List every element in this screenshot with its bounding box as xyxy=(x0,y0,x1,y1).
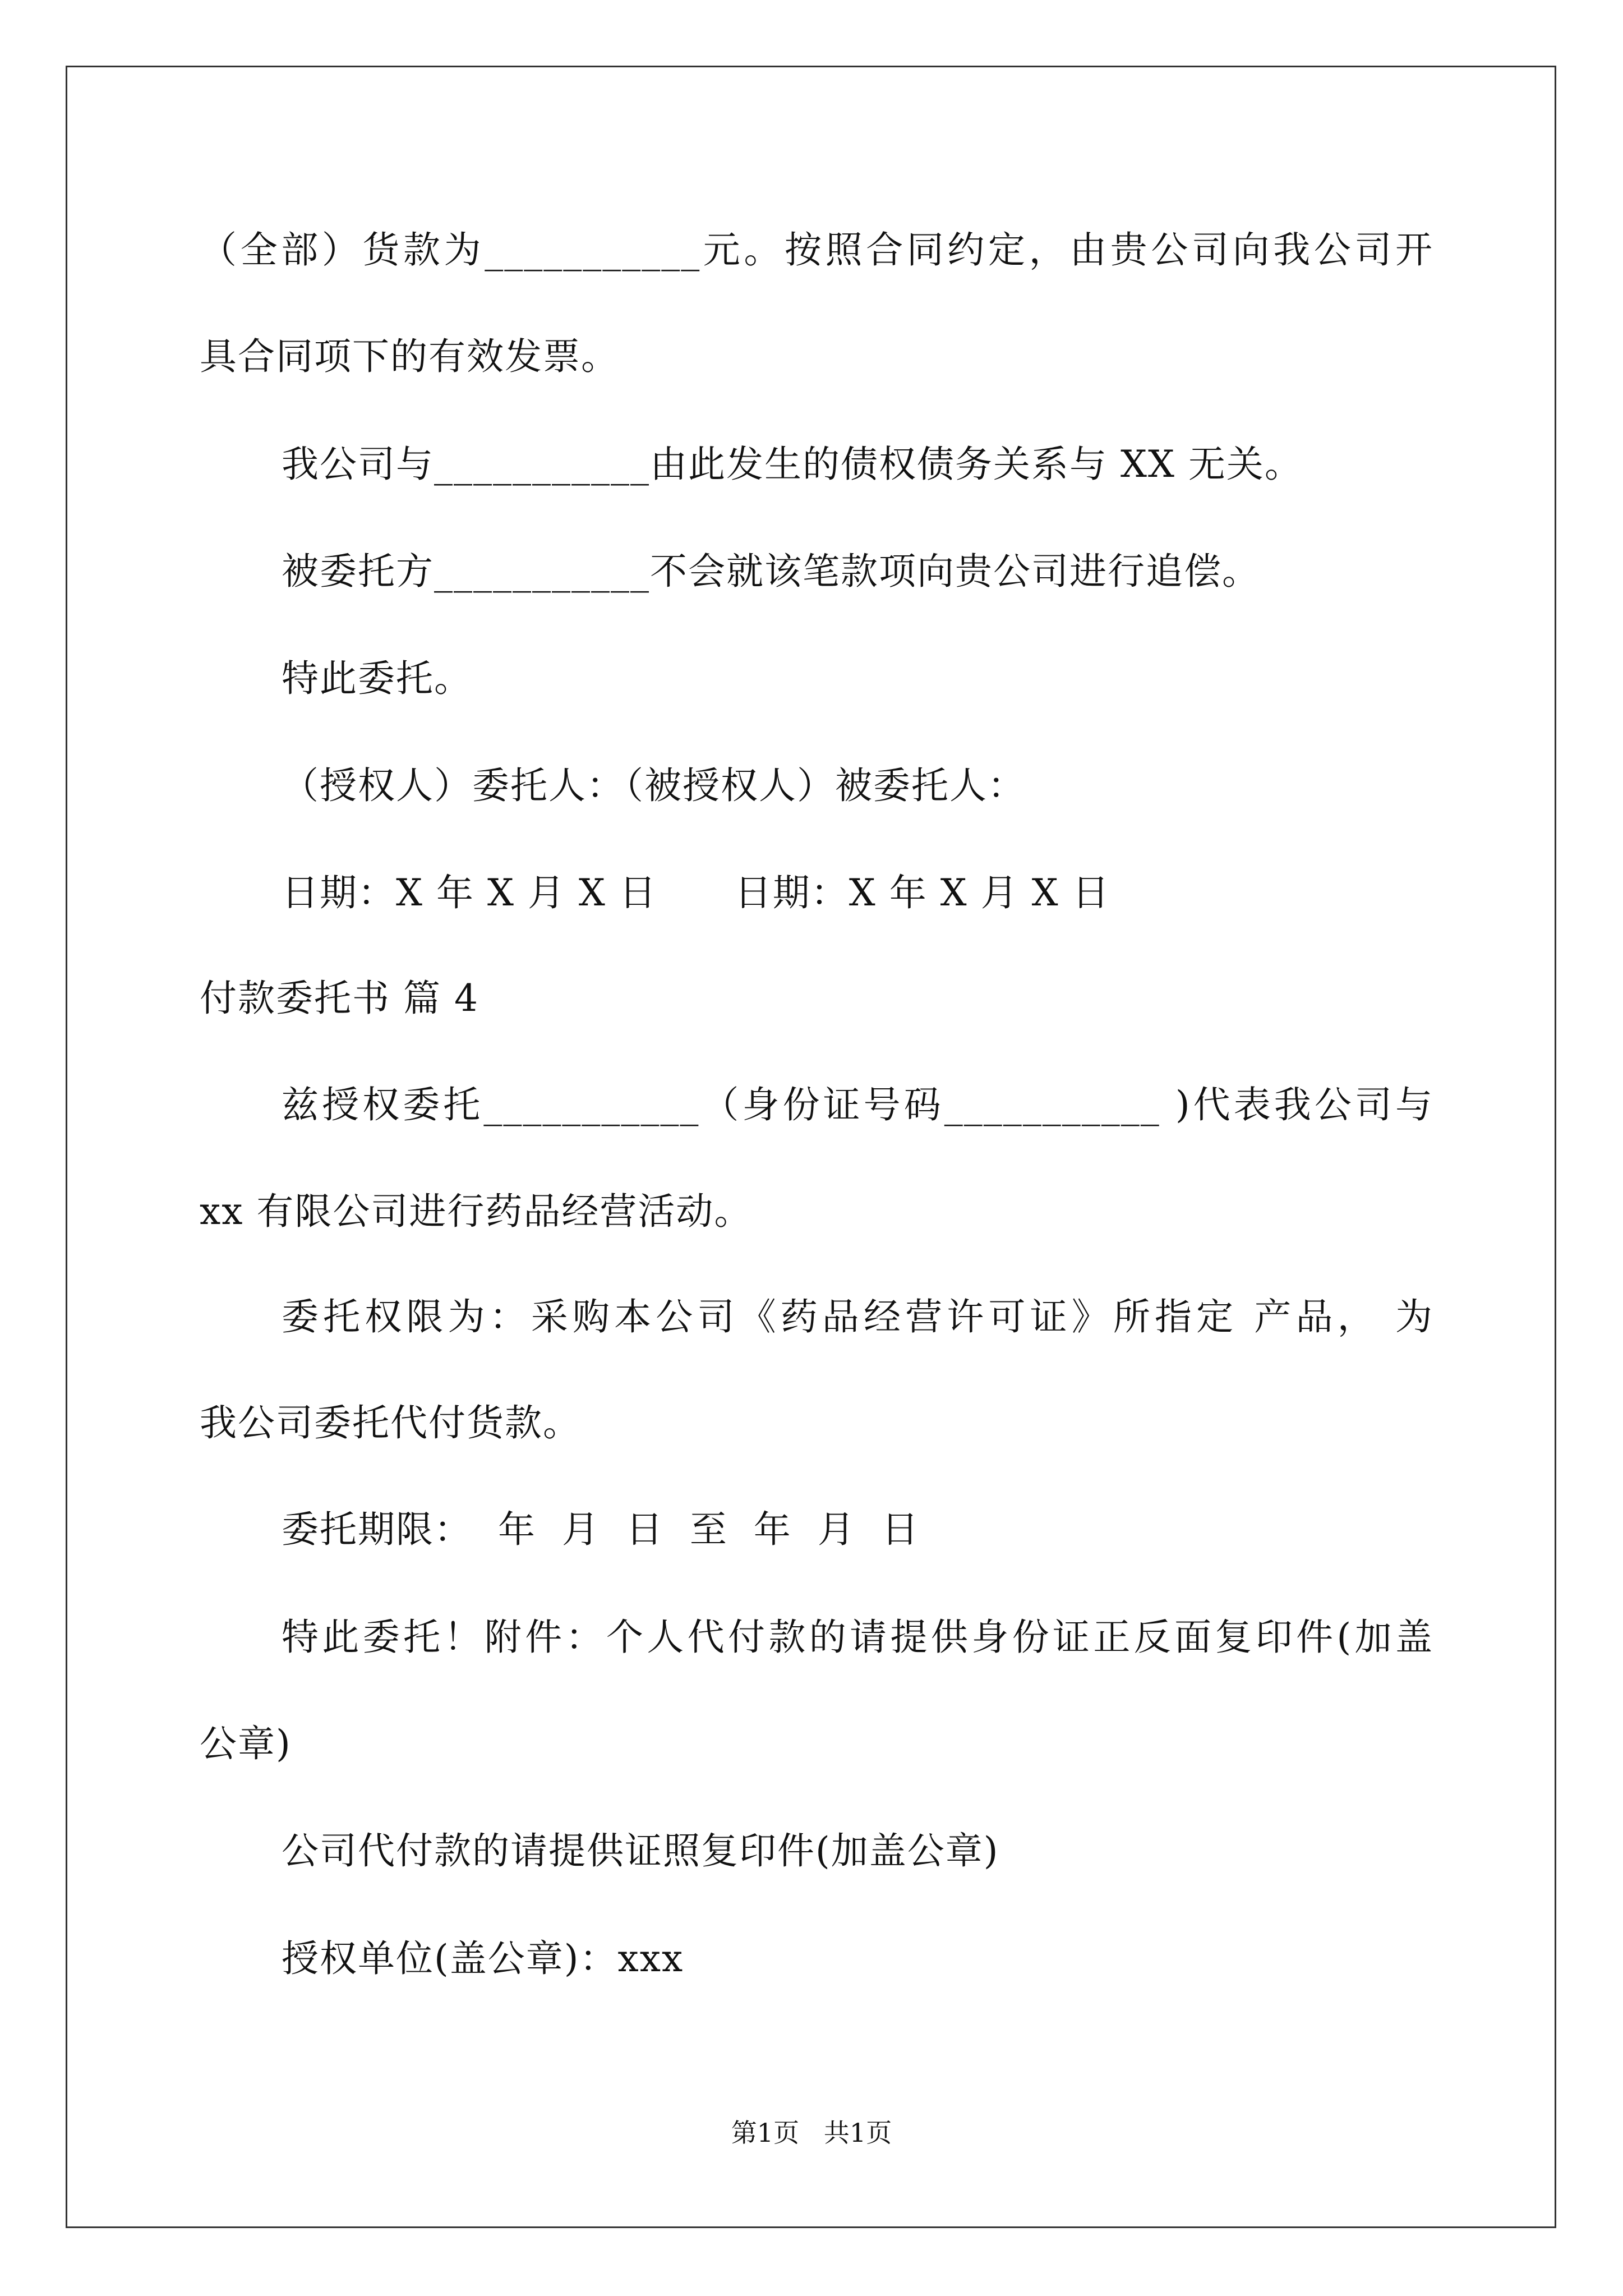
text-line-17: 授权单位(盖公章)：xxx xyxy=(282,1937,684,1980)
text-line-10: xx 有限公司进行药品经营活动。 xyxy=(200,1190,753,1233)
text-line-14: 特此委托！附件：个人代付款的请提供身份证正反面复印件(加盖 xyxy=(282,1616,1433,1659)
text-line-2: 具合同项下的有效发票。 xyxy=(200,335,619,378)
text-line-3: 我公司与___________由此发生的债权债务关系与 XX 无关。 xyxy=(282,443,1303,486)
text-line-15: 公章) xyxy=(200,1722,292,1765)
text-line-9: 兹授权委托___________（身份证号码___________ )代表我公司与 xyxy=(282,1083,1433,1126)
text-line-4: 被委托方___________不会就该笔款项向贵公司进行追偿。 xyxy=(282,550,1260,593)
text-line-16: 公司代付款的请提供证照复印件(加盖公章) xyxy=(282,1829,999,1872)
text-line-5: 特此委托。 xyxy=(282,657,472,700)
text-line-6: （授权人）委托人：（被授权人）被委托人： xyxy=(282,764,1026,807)
text-line-11: 委托权限为：采购本公司《药品经营许可证》所指定 产品， 为 xyxy=(282,1295,1433,1338)
text-line-13: 委托期限： 年 月 日 至 年 月 日 xyxy=(282,1508,920,1551)
page-footer: 第1页 共1页 xyxy=(731,2118,892,2148)
text-line-7: 日期：X 年 X 月 X 日 日期：X 年 X 月 X 日 xyxy=(282,871,1110,914)
text-line-1: （全部）货款为___________元。按照合同约定，由贵公司向我公司开 xyxy=(200,228,1433,272)
text-line-12: 我公司委托代付货款。 xyxy=(200,1401,581,1444)
section-heading: 付款委托书 篇 4 xyxy=(200,977,479,1020)
page-border xyxy=(66,66,1556,2228)
